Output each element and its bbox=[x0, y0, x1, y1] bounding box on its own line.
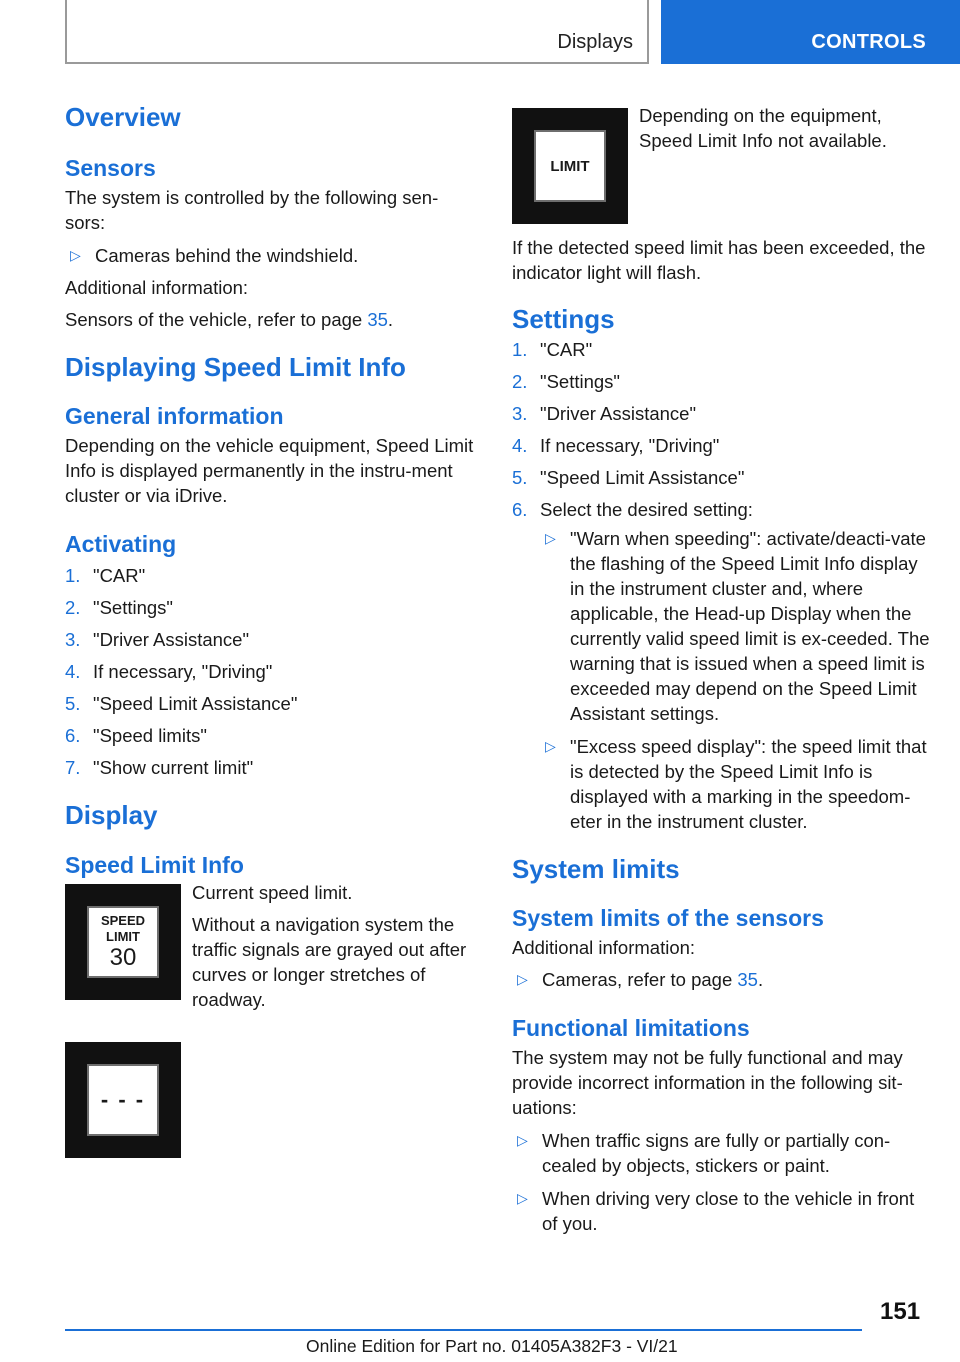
step-number: 5. bbox=[512, 467, 528, 488]
exceeded-text: If the detected speed limit has been exceeded, the indicator light will flash. bbox=[512, 237, 926, 283]
step-text: "CAR" bbox=[93, 565, 146, 586]
bullet-triangle-icon: ▷ bbox=[517, 1132, 528, 1148]
bullet-triangle-icon: ▷ bbox=[545, 738, 556, 754]
heading-displaying-speed-limit-info: Displaying Speed Limit Info bbox=[65, 352, 406, 382]
heading-sensors: Sensors bbox=[65, 155, 156, 181]
sensors-text: The system is controlled by the following sen-sors: bbox=[65, 187, 439, 233]
list-item: ▷ When traffic signs are fully or partially con-cealed by objects, stickers or paint. bbox=[517, 1130, 891, 1176]
step-number: 6. bbox=[512, 499, 528, 520]
step-number: 3. bbox=[512, 403, 528, 424]
step-item bbox=[512, 465, 930, 490]
step-number: 5. bbox=[65, 693, 81, 714]
bullet-triangle-icon: ▷ bbox=[545, 530, 556, 546]
step-text: If necessary, "Driving" bbox=[540, 435, 720, 456]
equipment-text: Depending on the equipment, Speed Limit Info not available. bbox=[639, 105, 887, 151]
step-number: 1. bbox=[65, 565, 81, 586]
step-item bbox=[65, 691, 475, 716]
chapter-title: CONTROLS bbox=[811, 31, 926, 53]
step-number: 1. bbox=[512, 339, 528, 360]
step-number: 4. bbox=[512, 435, 528, 456]
step-number: 3. bbox=[65, 629, 81, 650]
step-item bbox=[65, 627, 475, 652]
cameras-bullet-list bbox=[512, 967, 930, 992]
section-tab bbox=[65, 0, 649, 64]
heading-system-limits-sensors: System limits of the sensors bbox=[512, 905, 824, 931]
sensors-bullet-list bbox=[65, 243, 475, 268]
step-item bbox=[512, 401, 930, 426]
activating-steps bbox=[65, 563, 475, 780]
additional-info-label: Additional information: bbox=[512, 937, 696, 958]
without-navigation-text: Without a navigation system the traffic signals are grayed out after curves or longer stretches of roadway. bbox=[192, 914, 467, 1010]
step-item bbox=[65, 563, 475, 588]
speed-limit-description bbox=[192, 880, 475, 1012]
limit-sign-icon: LIMIT bbox=[512, 108, 628, 224]
step-text: "Speed Limit Assistance" bbox=[93, 693, 298, 714]
step-item bbox=[65, 595, 475, 620]
step-text: "Speed Limit Assistance" bbox=[540, 467, 745, 488]
additional-info-label: Additional information: bbox=[65, 277, 249, 298]
list-item: ▷ "Warn when speeding": activate/deacti-vate the flashing of the Speed Limit Info display in the instrument cluster and, where applicable, the Head-up Display when the currently valid speed limit is ex-ceeded. The warning that is issued when a speed limit is exceeded may depend on the Speed Limit Assistant settings. bbox=[545, 528, 930, 724]
step-text: "Settings" bbox=[93, 597, 173, 618]
edition-footer: Online Edition for Part no. 01405A382F3 - VI/21 bbox=[306, 1336, 678, 1356]
step-text: "CAR" bbox=[540, 339, 593, 360]
heading-overview: Overview bbox=[65, 102, 181, 132]
list-item: ▷ "Excess speed display": the speed limit that is detected by the Speed Limit Info is displayed with a marking in the speedom-eter in the instrument cluster. bbox=[545, 736, 927, 832]
step-text: "Settings" bbox=[540, 371, 620, 392]
step-item bbox=[65, 755, 475, 780]
settings-steps bbox=[512, 337, 930, 522]
step-item bbox=[65, 723, 475, 748]
step-item bbox=[512, 497, 930, 522]
bullet-triangle-icon: ▷ bbox=[70, 247, 81, 263]
chapter-tab bbox=[661, 0, 960, 64]
heading-general-information: General information bbox=[65, 403, 284, 429]
step-item bbox=[65, 659, 475, 684]
step-number: 2. bbox=[512, 371, 528, 392]
step-number: 4. bbox=[65, 661, 81, 682]
page-link-35[interactable]: 35 bbox=[367, 309, 388, 330]
page-link-35[interactable]: 35 bbox=[737, 969, 758, 990]
general-information-text: Depending on the vehicle equipment, Speed Limit Info is displayed permanently in the instru-ment cluster or via iDrive. bbox=[65, 435, 474, 506]
step-number: 6. bbox=[65, 725, 81, 746]
step-text: "Driver Assistance" bbox=[540, 403, 697, 424]
list-item: ▷ Cameras behind the windshield. bbox=[70, 245, 359, 266]
speed-limit-row bbox=[65, 880, 475, 1012]
right-column bbox=[512, 105, 930, 1236]
sensors-page-reference: Sensors of the vehicle, refer to page 35. bbox=[65, 309, 394, 330]
heading-activating: Activating bbox=[65, 531, 177, 557]
step-number: 2. bbox=[65, 597, 81, 618]
footer-divider bbox=[65, 1329, 862, 1331]
limit-row bbox=[512, 105, 930, 224]
page-number: 151 bbox=[880, 1298, 921, 1325]
step-text: "Show current limit" bbox=[93, 757, 254, 778]
functional-limitations-list bbox=[512, 1128, 930, 1236]
step-item bbox=[512, 369, 930, 394]
step-text: "Driver Assistance" bbox=[93, 629, 250, 650]
step-item bbox=[512, 433, 930, 458]
heading-system-limits: System limits bbox=[512, 854, 680, 884]
bullet-triangle-icon: ▷ bbox=[517, 971, 528, 987]
current-limit-text: Current speed limit. bbox=[192, 882, 353, 903]
heading-settings: Settings bbox=[512, 304, 615, 334]
heading-speed-limit-info: Speed Limit Info bbox=[65, 852, 244, 878]
speed-limit-sign-icon: SPEED LIMIT 30 bbox=[65, 884, 181, 1000]
section-title: Displays bbox=[557, 31, 633, 53]
list-item: ▷ Cameras, refer to page 35. bbox=[517, 969, 764, 990]
speed-limit-unavailable-icon: - - - bbox=[65, 1042, 181, 1158]
heading-display: Display bbox=[65, 800, 158, 830]
bullet-triangle-icon: ▷ bbox=[517, 1190, 528, 1206]
left-column bbox=[65, 100, 475, 1158]
list-item: ▷ When driving very close to the vehicle in front of you. bbox=[517, 1188, 915, 1234]
step-item bbox=[512, 337, 930, 362]
step-number: 7. bbox=[65, 757, 81, 778]
step-text: If necessary, "Driving" bbox=[93, 661, 273, 682]
functional-limitations-text: The system may not be fully functional and may provide incorrect information in the following sit-uations: bbox=[512, 1047, 903, 1118]
step-text: Select the desired setting: bbox=[540, 499, 753, 520]
step-text: "Speed limits" bbox=[93, 725, 207, 746]
heading-functional-limitations: Functional limitations bbox=[512, 1015, 750, 1041]
setting-options bbox=[540, 526, 930, 834]
